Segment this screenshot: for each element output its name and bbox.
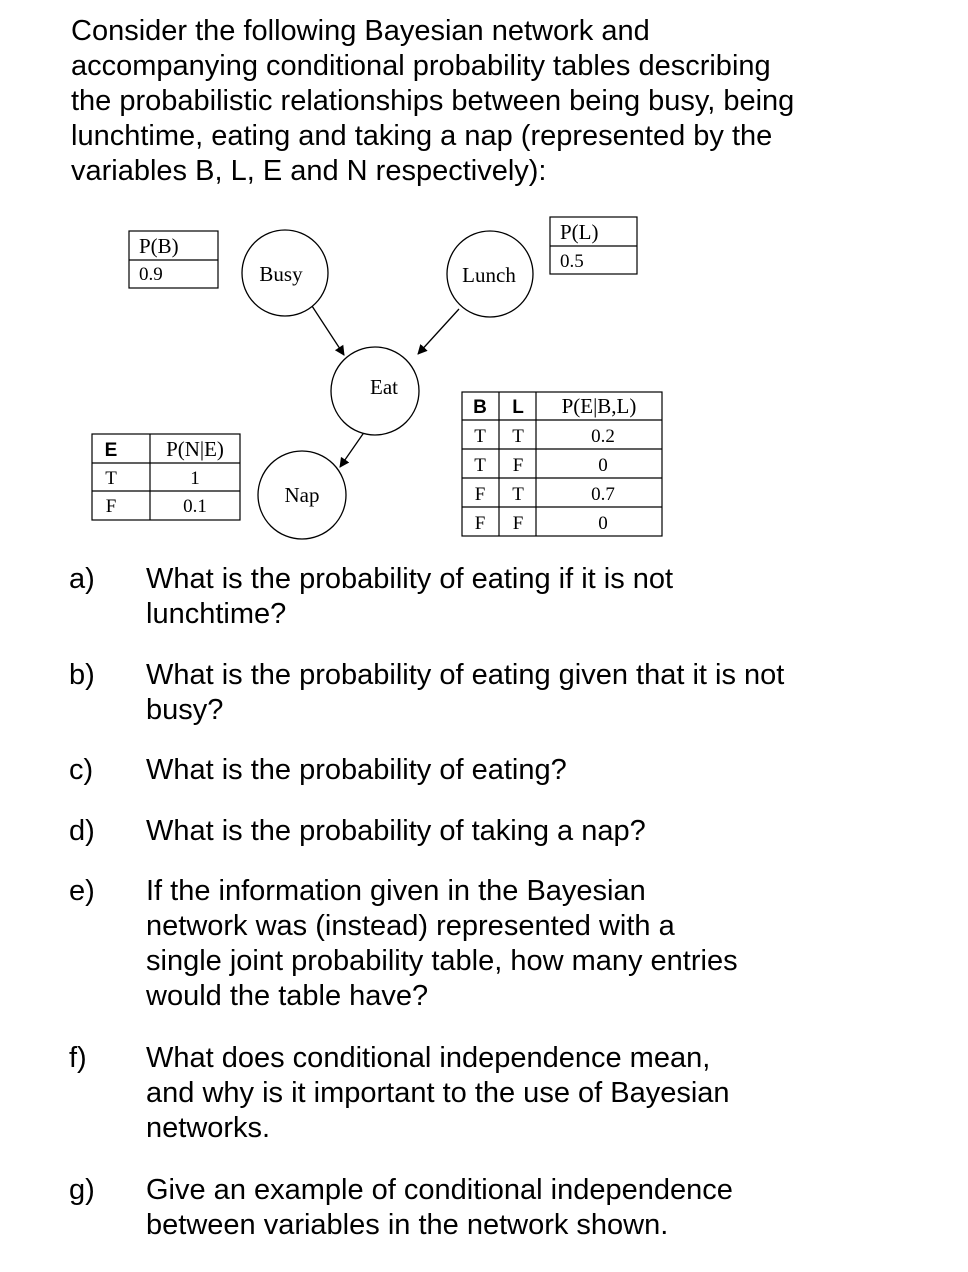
cpt-eat-cell: 0.2: [591, 426, 615, 447]
cpt-eat-cell: T: [474, 426, 486, 447]
question-letter: e): [69, 875, 95, 907]
cpt-eat-cell: T: [474, 455, 486, 476]
cpt-eat-cell: F: [512, 455, 524, 476]
cpt-nap-cell: 0.1: [183, 496, 207, 517]
cpt-eat-cell: F: [474, 513, 486, 534]
cpt-eat-cell: F: [474, 484, 486, 505]
intro-line: accompanying conditional probability tables describing: [71, 50, 771, 82]
intro-line: lunchtime, eating and taking a nap (represented by the: [71, 120, 773, 152]
node-lunch: [447, 231, 533, 317]
prior-b-value: 0.9: [139, 264, 163, 285]
cpt-nap-header-e: E: [104, 440, 118, 461]
node-busy: [242, 230, 328, 316]
question-line: single joint probability table, how many entries: [146, 945, 738, 977]
node-nap-label: Nap: [284, 483, 320, 507]
node-eat-label: Eat: [370, 375, 398, 399]
question-line: What is the probability of eating given that it is not: [146, 659, 785, 691]
question-text: [146, 753, 906, 788]
node-eat: [331, 347, 419, 435]
question-letter: c): [69, 754, 94, 786]
question-line: What is the probability of eating if it is not: [146, 563, 674, 595]
prior-b-header: P(B): [139, 234, 179, 258]
cpt-eat-cell: 0: [598, 455, 608, 476]
question-text: [146, 1173, 906, 1243]
question-line: would the table have?: [146, 980, 429, 1012]
node-nap: [258, 451, 346, 539]
cpt-eat-cell: 0.7: [591, 484, 615, 505]
question-text: [146, 562, 906, 632]
question-line: networks.: [146, 1112, 271, 1144]
question-letter: d): [69, 815, 95, 847]
cpt-eat-header-b: B: [473, 397, 487, 418]
question-line: network was (instead) represented with a: [146, 910, 675, 942]
question-line: What is the probability of taking a nap?: [146, 815, 646, 847]
question-line: If the information given in the Bayesian: [146, 875, 646, 907]
question-text: [146, 658, 906, 728]
cpt-eat-header-p: P(E|B,L): [561, 394, 637, 418]
question-letter: a): [69, 563, 95, 595]
node-lunch-label: Lunch: [462, 263, 516, 287]
cpt-nap-header-p: P(N|E): [166, 437, 224, 461]
question-line: and why is it important to the use of Bayesian: [146, 1077, 730, 1109]
edge-busy-eat: [312, 306, 344, 355]
question-text: [146, 874, 906, 1014]
intro-line: the probabilistic relationships between being busy, being: [71, 85, 795, 117]
cpt-nap-cell: T: [105, 468, 117, 489]
question-letter: b): [69, 659, 95, 691]
question-line: What does conditional independence mean,: [146, 1042, 711, 1074]
cpt-eat-header-l: L: [512, 397, 524, 418]
cpt-eat-cell: T: [512, 426, 524, 447]
prior-l-header: P(L): [560, 220, 599, 244]
prior-table-lunch: [550, 217, 637, 274]
question-letter: g): [69, 1174, 95, 1206]
node-busy-label: Busy: [259, 262, 303, 286]
prior-table-busy: [129, 231, 218, 288]
cpt-nap-cell: 1: [190, 468, 200, 489]
intro-line: variables B, L, E and N respectively):: [71, 155, 547, 187]
question-letter: f): [69, 1042, 87, 1074]
question-text: [146, 1041, 906, 1146]
question-text: [146, 814, 906, 849]
question-line: What is the probability of eating?: [146, 754, 567, 786]
bayesian-network-diagram: [0, 0, 968, 560]
cpt-nap: [92, 434, 240, 520]
cpt-eat: [462, 392, 662, 536]
question-line: lunchtime?: [146, 598, 287, 630]
cpt-eat-cell: 0: [598, 513, 608, 534]
cpt-nap-cell: F: [105, 496, 117, 517]
cpt-eat-cell: F: [512, 513, 524, 534]
question-line: Give an example of conditional independence: [146, 1174, 733, 1206]
prior-l-value: 0.5: [560, 251, 584, 272]
edge-eat-nap: [340, 431, 365, 467]
cpt-eat-cell: T: [512, 484, 524, 505]
question-line: between variables in the network shown.: [146, 1209, 669, 1241]
question-line: busy?: [146, 694, 224, 726]
intro-line: Consider the following Bayesian network and: [71, 15, 650, 47]
edge-lunch-eat: [418, 309, 459, 354]
